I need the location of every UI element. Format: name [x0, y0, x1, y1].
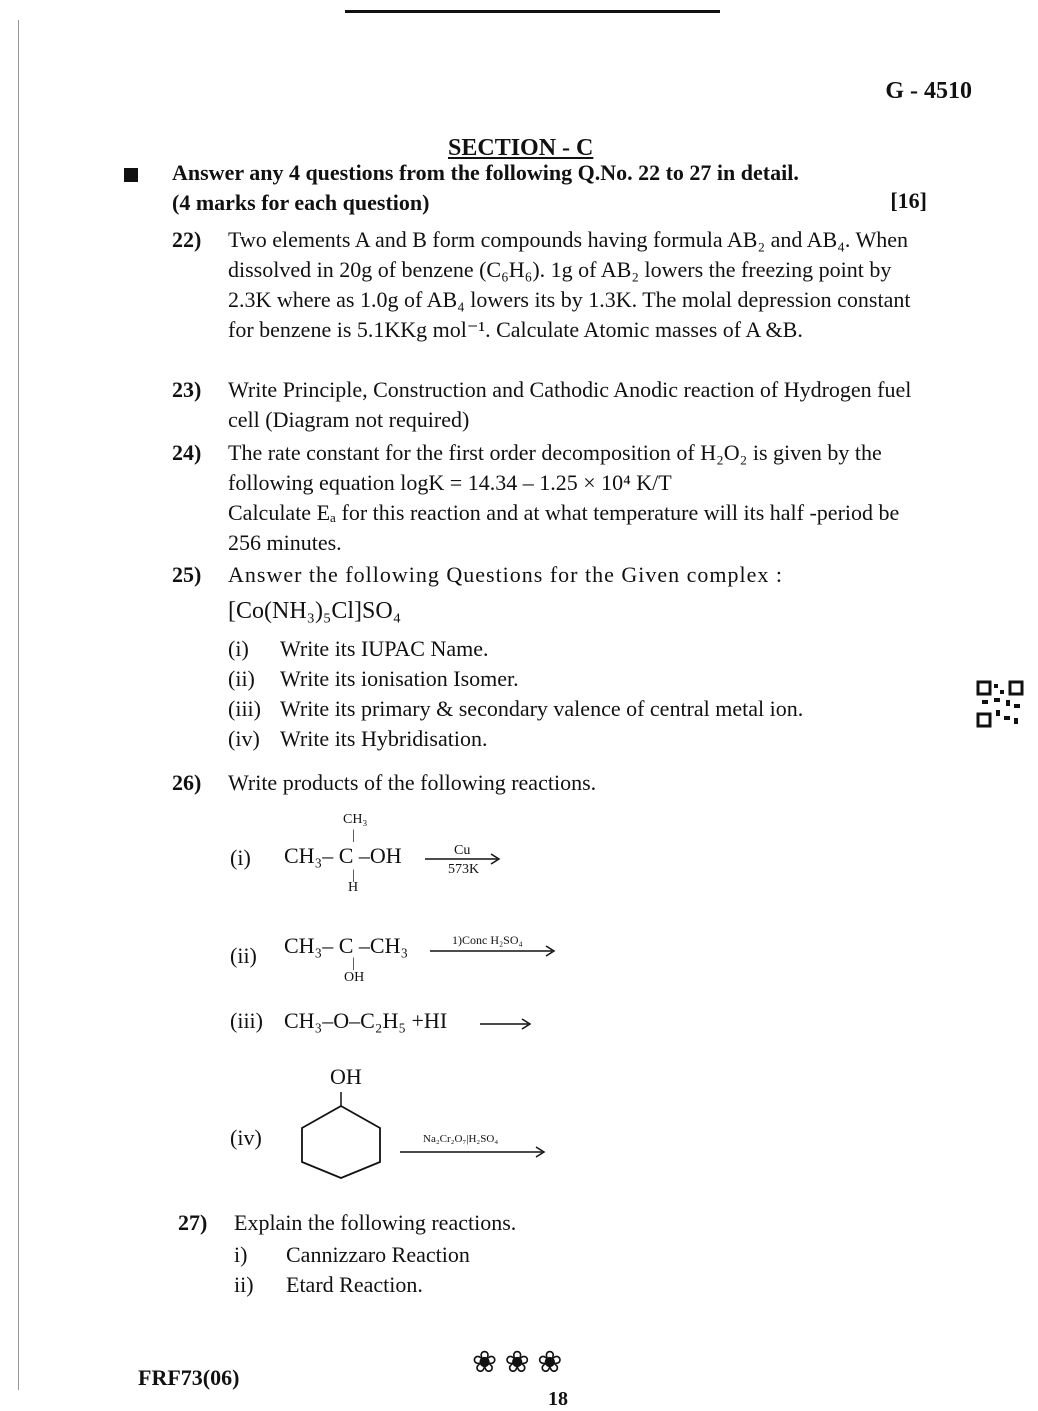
reaction-1-bottom: H	[348, 880, 359, 895]
reaction-1-main: CH₃– C –OH	[284, 843, 402, 868]
page-number: 18	[548, 1388, 568, 1410]
reaction-1-condition-top: Cu	[454, 843, 471, 858]
end-stars: ❀ ❀ ❀	[472, 1346, 563, 1379]
list-item: (i) Write its IUPAC Name.	[228, 636, 489, 661]
question-25	[172, 560, 930, 754]
list-item: (iii) Write its primary & secondary valence of central metal ion.	[228, 696, 804, 721]
arrow-icon	[430, 944, 560, 958]
footer-code: FRF73(06)	[138, 1365, 240, 1390]
bond-line: |	[352, 956, 355, 971]
list-item: (iv) Write its Hybridisation.	[228, 726, 488, 751]
list-item: ii) Etard Reaction.	[234, 1272, 423, 1297]
question-number: 22)	[172, 227, 202, 252]
complex-formula: [Co(NH₃)₅Cl]SO₄	[228, 598, 402, 624]
bond-line: |	[352, 868, 355, 883]
bond-line: |	[352, 828, 355, 843]
left-edge	[18, 20, 19, 1390]
arrow-icon	[480, 1017, 536, 1031]
question-number: 24)	[172, 440, 202, 465]
question-27	[178, 1208, 936, 1300]
question-text: Write Principle, Construction and Cathodic Anodic reaction of Hydrogen fuel cell (Diagram not required)	[228, 377, 912, 432]
question-number: 27)	[178, 1210, 208, 1235]
reaction-3-number: (iii)	[230, 1008, 263, 1033]
cyclohexane-ring-icon	[295, 1090, 387, 1180]
list-item: (ii) Write its ionisation Isomer.	[228, 666, 519, 691]
question-number: 26)	[172, 770, 202, 795]
reaction-4-condition-top: Na₂Cr₂O₇|H₂SO₄	[423, 1133, 499, 1145]
question-text: Two elements A and B form compounds having formula AB₂ and AB₄. When dissolved in 20g of benzene (C₆H₆). 1g of AB₂ lowers the freezing point by 2.3K where as 1.0g of AB₄ lowers its by 1.3K. The molal depression constant for benzene is 5.1KKg mol⁻¹. Calculate Atomic masses of A &B.	[228, 227, 911, 342]
reaction-1-top: CH₃	[343, 812, 368, 827]
question-24	[172, 438, 930, 558]
reaction-2-condition-top: 1)Conc H₂SO₄	[452, 933, 523, 947]
section-title: SECTION - C	[448, 135, 594, 161]
question-22	[172, 225, 930, 345]
reaction-4-top: OH	[330, 1064, 362, 1089]
reaction-3-main: CH₃–O–C₂H₅ +HI	[284, 1008, 448, 1033]
question-text: Answer the following Questions for the Given complex :	[228, 562, 784, 587]
instruction	[172, 158, 927, 218]
question-23	[172, 375, 930, 435]
instruction-subtext: (4 marks for each question)	[172, 190, 430, 215]
reaction-2-main: CH₃– C –CH₃	[284, 933, 409, 958]
question-number: 25)	[172, 562, 202, 587]
qr-code-icon	[976, 680, 1024, 728]
question-26	[172, 768, 930, 798]
reaction-1-number: (i)	[230, 845, 251, 870]
paper-code: G - 4510	[885, 78, 972, 104]
question-text: The rate constant for the first order decomposition of H₂O₂ is given by the following equation logK = 14.34 – 1.25 × 10⁴ K/T	[228, 440, 882, 495]
list-item: i) Cannizzaro Reaction	[234, 1242, 470, 1267]
question-text: Write products of the following reactions.	[228, 770, 597, 795]
question-text: Explain the following reactions.	[234, 1210, 517, 1235]
top-rule	[345, 10, 720, 13]
bullet-square	[124, 168, 138, 182]
reaction-1-condition-bottom: 573K	[448, 862, 480, 877]
question-number: 23)	[172, 377, 202, 402]
reaction-4-number: (iv)	[230, 1125, 262, 1150]
instruction-text: Answer any 4 questions from the following Q.No. 22 to 27 in detail.	[172, 160, 799, 185]
question-text-2: Calculate Eₐ for this reaction and at what temperature will its half -period be 256 minutes.	[228, 500, 900, 555]
arrow-icon	[400, 1145, 550, 1159]
marks-label: [16]	[890, 188, 927, 213]
reaction-2-bottom: OH	[344, 970, 365, 985]
reaction-2-number: (ii)	[230, 943, 257, 968]
